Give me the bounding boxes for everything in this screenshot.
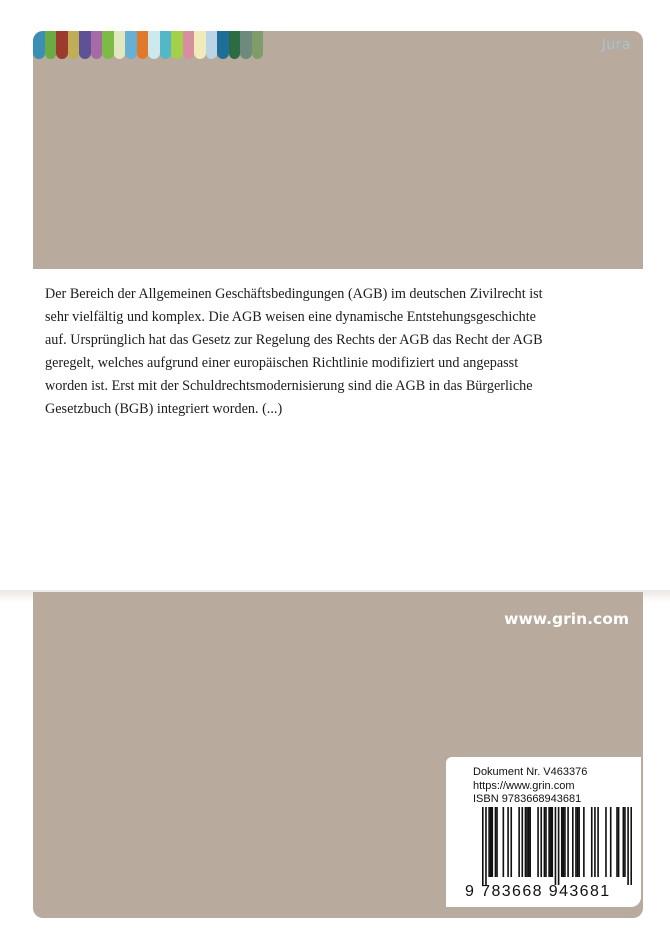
color-stripe — [68, 31, 80, 59]
barcode-bar — [610, 807, 612, 877]
barcode-bar — [544, 807, 546, 877]
barcode-bar — [627, 807, 629, 885]
barcode-bar — [548, 807, 550, 877]
barcode-bar — [583, 807, 585, 877]
color-stripe — [79, 31, 91, 59]
color-stripes — [33, 31, 263, 59]
barcode-bar — [594, 807, 596, 877]
isbn: ISBN 9783668943681 — [473, 793, 582, 805]
blurb-text — [45, 283, 635, 421]
barcode-bar — [564, 807, 566, 877]
barcode-bar — [521, 807, 523, 877]
barcode-meta — [473, 766, 587, 807]
barcode-bar — [490, 807, 492, 877]
blurb-line: Der Bereich der Allgemeinen Geschäftsbedingungen (AGB) im deutschen Zivilrecht ist — [45, 286, 543, 302]
barcode-bar — [591, 807, 593, 877]
barcode-bar — [561, 807, 563, 877]
barcode-bar — [551, 807, 553, 877]
barcode-bar — [605, 807, 607, 877]
barcode-bar — [528, 807, 530, 877]
color-stripe — [240, 31, 252, 59]
color-stripe — [160, 31, 172, 59]
barcode-bar — [578, 807, 580, 877]
barcode-bar — [540, 807, 542, 877]
barcode-bar — [616, 807, 618, 877]
barcode-bar — [545, 807, 547, 877]
blurb-line: Gesetzbuch (BGB) integriert worden. (...) — [45, 401, 283, 417]
color-stripe — [171, 31, 183, 59]
barcode-bar — [618, 807, 620, 877]
color-stripe — [217, 31, 229, 59]
barcode-bar — [503, 807, 505, 877]
color-stripe — [137, 31, 149, 59]
color-stripe — [45, 31, 57, 59]
barcode-bar — [496, 807, 498, 877]
barcode-bar — [537, 807, 539, 877]
color-stripe — [33, 31, 45, 59]
barcode-bar — [577, 807, 579, 877]
barcode-bar — [488, 807, 490, 877]
category-label: Jura — [601, 37, 631, 53]
color-stripe — [148, 31, 160, 59]
barcode-box — [446, 757, 641, 907]
blurb-line: auf. Ursprünglich hat das Gesetz zur Regelung des Rechts der AGB das Recht der AGB — [45, 332, 543, 348]
barcode-bar — [555, 807, 557, 885]
barcode-bar — [518, 807, 520, 877]
blurb-line: worden ist. Erst mit der Schuldrechtsmodernisierung sind die AGB in das Bürgerliche — [45, 378, 533, 394]
barcode-digits: 9 783668 943681 — [465, 883, 611, 900]
color-stripe — [183, 31, 195, 59]
barcode-bar — [529, 807, 531, 877]
color-stripe — [125, 31, 137, 59]
barcode-bar — [510, 807, 512, 877]
barcode-bar — [572, 807, 574, 877]
color-stripe — [206, 31, 218, 59]
publisher-url: https://www.grin.com — [473, 779, 575, 792]
blurb-line: sehr vielfältig und komplex. Die AGB weisen eine dynamische Entstehungsgeschichte — [45, 309, 536, 325]
barcode-bar — [558, 807, 560, 885]
barcode-bar — [550, 807, 552, 877]
barcode-bar — [482, 807, 484, 885]
blurb-line: geregelt, welches aufgrund einer europäischen Richtlinie modifiziert und angepasst — [45, 355, 519, 371]
barcode-bar — [491, 807, 493, 877]
barcode-bar — [624, 807, 626, 877]
barcode-bar — [597, 807, 599, 877]
color-stripe — [91, 31, 103, 59]
document-number: Dokument Nr. V463376 — [473, 766, 588, 778]
color-stripe — [252, 31, 264, 59]
barcode-bar — [525, 807, 527, 877]
color-stripe — [194, 31, 206, 59]
barcode-bar — [563, 807, 565, 877]
color-stripe — [229, 31, 241, 59]
barcode-bar — [485, 807, 487, 885]
color-stripe — [102, 31, 114, 59]
barcode-bar — [575, 807, 577, 877]
barcode-bar — [495, 807, 497, 877]
barcode — [482, 807, 632, 885]
color-stripe — [56, 31, 68, 59]
barcode-bar — [567, 807, 569, 877]
barcode-bar — [526, 807, 528, 877]
publisher-website: www.grin.com — [504, 610, 629, 628]
barcode-bar — [630, 807, 632, 885]
color-stripe — [114, 31, 126, 59]
barcode-bar — [507, 807, 509, 877]
cover-top-panel — [33, 31, 643, 269]
barcode-bar — [623, 807, 625, 877]
